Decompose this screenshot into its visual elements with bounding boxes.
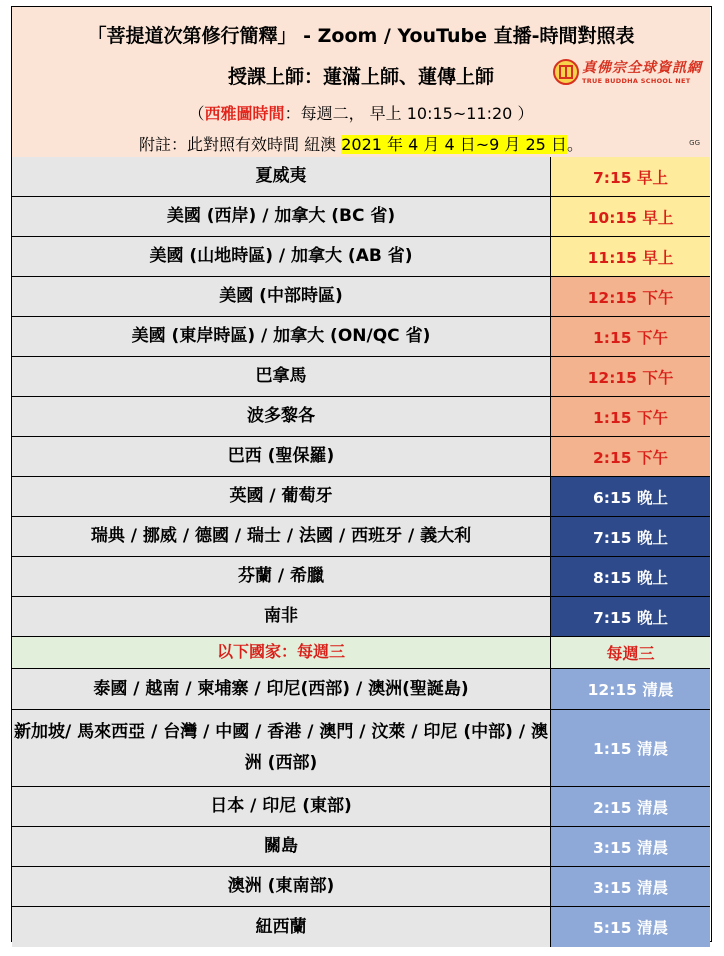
region-cell: 澳洲 (東南部)	[12, 867, 551, 906]
table-row	[12, 157, 710, 197]
time-cell: 7:15 晚上	[551, 597, 710, 636]
region-cell: 以下國家：每週三	[12, 637, 551, 668]
table-row	[12, 237, 710, 277]
time-cell: 6:15 晚上	[551, 477, 710, 516]
region-cell: 泰國 / 越南 / 柬埔寨 / 印尼(西部) / 澳洲(聖誕島)	[12, 669, 551, 709]
seal-icon	[552, 58, 580, 86]
time-cell: 每週三	[551, 637, 710, 668]
time-cell: 1:15 下午	[551, 317, 710, 356]
time-cell: 3:15 清晨	[551, 827, 710, 866]
time-cell: 7:15 早上	[551, 157, 710, 196]
logo-subtext: TRUE BUDDHA SCHOOL NET	[582, 77, 691, 85]
region-cell: 日本 / 印尼 (東部)	[12, 787, 551, 826]
school-logo	[552, 56, 708, 90]
table-row	[12, 197, 710, 237]
section-header-row	[12, 637, 710, 669]
validity-note	[12, 132, 710, 155]
corner-mark: GG	[689, 139, 700, 147]
region-cell: 新加坡/ 馬來西亞 / 台灣 / 中國 / 香港 / 澳門 / 汶萊 / 印尼 (中部) / 澳洲 (西部)	[12, 710, 551, 786]
region-cell: 夏威夷	[12, 157, 551, 196]
time-cell: 8:15 晚上	[551, 557, 710, 596]
region-cell: 巴西 (聖保羅)	[12, 437, 551, 476]
seattle-time-line	[12, 101, 710, 124]
seattle-label: 西雅圖時間	[204, 104, 285, 123]
header	[12, 7, 710, 158]
table-row	[12, 787, 710, 827]
table-row	[12, 597, 710, 637]
table-row	[12, 477, 710, 517]
time-cell: 2:15 下午	[551, 437, 710, 476]
page-title: 「菩提道次第修行簡釋」 - Zoom / YouTube 直播-時間對照表	[87, 25, 635, 47]
paren-open: （	[188, 104, 205, 123]
time-cell: 1:15 清晨	[551, 710, 710, 786]
time-cell: 12:15 下午	[551, 357, 710, 396]
table-row	[12, 357, 710, 397]
note-prefix: 附註：此對照有效時間 紐澳	[139, 135, 342, 154]
region-cell: 美國 (山地時區) / 加拿大 (AB 省)	[12, 237, 551, 276]
table-row	[12, 557, 710, 597]
region-cell: 美國 (西岸) / 加拿大 (BC 省)	[12, 197, 551, 236]
region-cell: 關島	[12, 827, 551, 866]
teachers-line: 授課上師：蓮滿上師、蓮傳上師	[227, 66, 494, 88]
region-cell: 巴拿馬	[12, 357, 551, 396]
table-row	[12, 277, 710, 317]
region-cell: 芬蘭 / 希臘	[12, 557, 551, 596]
schedule-sheet	[11, 6, 712, 942]
time-cell: 7:15 晚上	[551, 517, 710, 556]
region-cell: 波多黎各	[12, 397, 551, 436]
table-row	[12, 317, 710, 357]
table-row	[12, 397, 710, 437]
time-cell: 12:15 下午	[551, 277, 710, 316]
region-cell: 南非	[12, 597, 551, 636]
table-row	[12, 827, 710, 867]
seattle-time: ：每週二， 早上 10:15~11:20 ）	[284, 104, 534, 123]
table-row	[12, 710, 710, 787]
time-cell: 2:15 清晨	[551, 787, 710, 826]
region-cell: 英國 / 葡萄牙	[12, 477, 551, 516]
time-cell: 1:15 下午	[551, 397, 710, 436]
time-table	[12, 157, 710, 947]
note-dates: 2021 年 4 月 4 日~9 月 25 日	[341, 135, 567, 154]
note-suffix: 。	[566, 135, 583, 154]
table-row	[12, 517, 710, 557]
time-cell: 10:15 早上	[551, 197, 710, 236]
table-row	[12, 867, 710, 907]
region-cell: 瑞典 / 挪威 / 德國 / 瑞士 / 法國 / 西班牙 / 義大利	[12, 517, 551, 556]
region-cell: 美國 (東岸時區) / 加拿大 (ON/QC 省)	[12, 317, 551, 356]
table-row	[12, 437, 710, 477]
time-cell: 12:15 清晨	[551, 669, 710, 709]
time-cell: 5:15 清晨	[551, 907, 710, 947]
time-cell: 11:15 早上	[551, 237, 710, 276]
logo-text: 真佛宗全球資訊網	[582, 60, 702, 76]
table-row	[12, 669, 710, 710]
table-row	[12, 907, 710, 947]
region-cell: 紐西蘭	[12, 907, 551, 947]
region-cell: 美國 (中部時區)	[12, 277, 551, 316]
time-cell: 3:15 清晨	[551, 867, 710, 906]
